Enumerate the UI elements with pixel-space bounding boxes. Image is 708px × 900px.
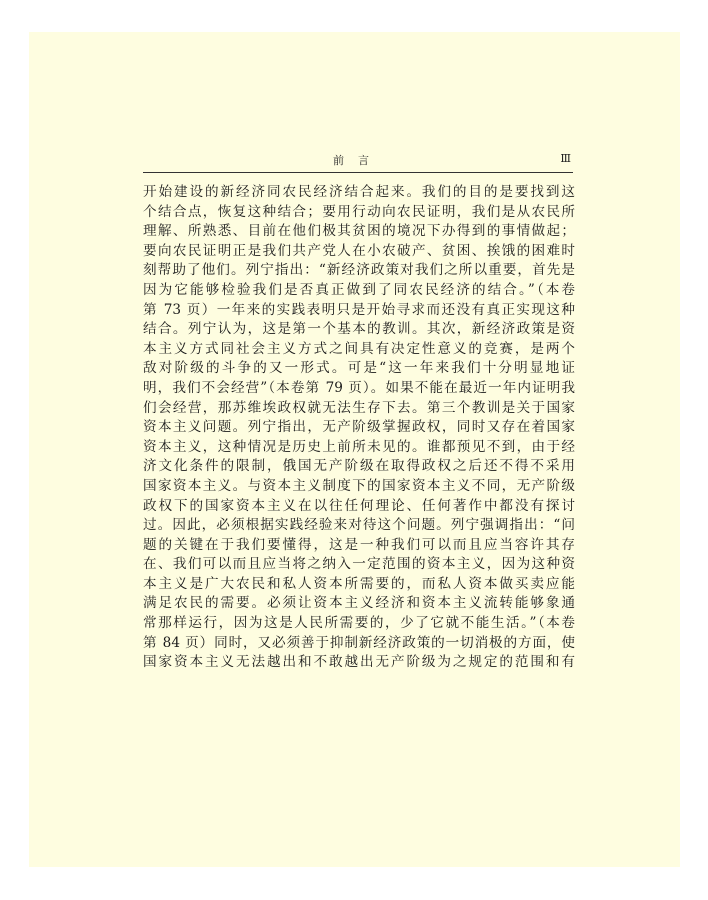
text-line: 资本主义问题。列宁指出，无产阶级掌握政权，同时又存在着国家	[143, 419, 575, 436]
text-line: 资本主义，这种情况是历史上前所未见的。谁都预见不到，由于经	[143, 438, 575, 455]
text-line: 明，我们不会经营”（本卷第 79 页）。如果不能在最近一年内证明我	[143, 379, 575, 396]
text-line: 在、我们可以而且应当将之纳入一定范围的资本主义，因为这种资	[143, 556, 575, 573]
text-line: 第 84 页）同时，又必须善于抑制新经济政策的一切消极的方面，使	[143, 634, 575, 651]
text-line: 满足农民的需要。必须让资本主义经济和资本主义流转能够象通	[143, 595, 575, 612]
text-line: 要向农民证明正是我们共产党人在小农破产、贫困、挨饿的困难时	[143, 242, 575, 259]
text-line: 开始建设的新经济同农民经济结合起来。我们的目的是要找到这	[143, 184, 575, 200]
text-line: 常那样运行，因为这是人民所需要的，少了它就不能生活。”（本卷	[143, 615, 575, 632]
running-header	[143, 152, 573, 173]
text-line: 国家资本主义。与资本主义制度下的国家资本主义不同，无产阶级	[143, 477, 575, 494]
text-line: 本主义方式同社会主义方式之间具有决定性意义的竞赛，是两个	[143, 340, 575, 357]
text-line: 过。因此，必须根据实践经验来对待这个问题。列宁强调指出：“问	[143, 517, 575, 534]
text-line: 敌对阶级的斗争的又一形式。可是“这一年来我们十分明显地证	[143, 360, 575, 377]
text-line: 们会经营，那苏维埃政权就无法生存下去。第三个教训是关于国家	[143, 399, 575, 416]
text-line: 本主义是广大农民和私人资本所需要的，而私人资本做买卖应能	[143, 575, 575, 592]
text-line: 刻帮助了他们。列宁指出：“新经济政策对我们之所以重要，首先是	[143, 262, 575, 279]
text-line: 题的关键在于我们要懂得，这是一种我们可以而且应当容许其存	[143, 536, 575, 553]
text-line: 政权下的国家资本主义在以往任何理论、任何著作中都没有探讨	[143, 497, 575, 514]
text-line: 理解、所熟悉、目前在他们极其贫困的境况下办得到的事情做起；	[143, 223, 575, 240]
text-line: 个结合点，恢复这种结合；要用行动向农民证明，我们是从农民所	[143, 203, 575, 220]
text-line: 国家资本主义无法越出和不敢越出无产阶级为之规定的范围和有	[143, 654, 575, 671]
text-line: 济文化条件的限制，俄国无产阶级在取得政权之后还不得不采用	[143, 458, 575, 475]
text-line: 第 73 页）一年来的实践表明只是开始寻求而还没有真正实现这种	[143, 301, 575, 318]
text-line: 结合。列宁认为，这是第一个基本的教训。其次，新经济政策是资	[143, 321, 575, 338]
body-paragraph	[143, 183, 575, 673]
text-line: 因为它能够检验我们是否真正做到了同农民经济的结合。”（本卷	[143, 281, 575, 298]
header-title: 前言	[333, 154, 383, 167]
page-number: Ⅲ	[560, 152, 571, 165]
